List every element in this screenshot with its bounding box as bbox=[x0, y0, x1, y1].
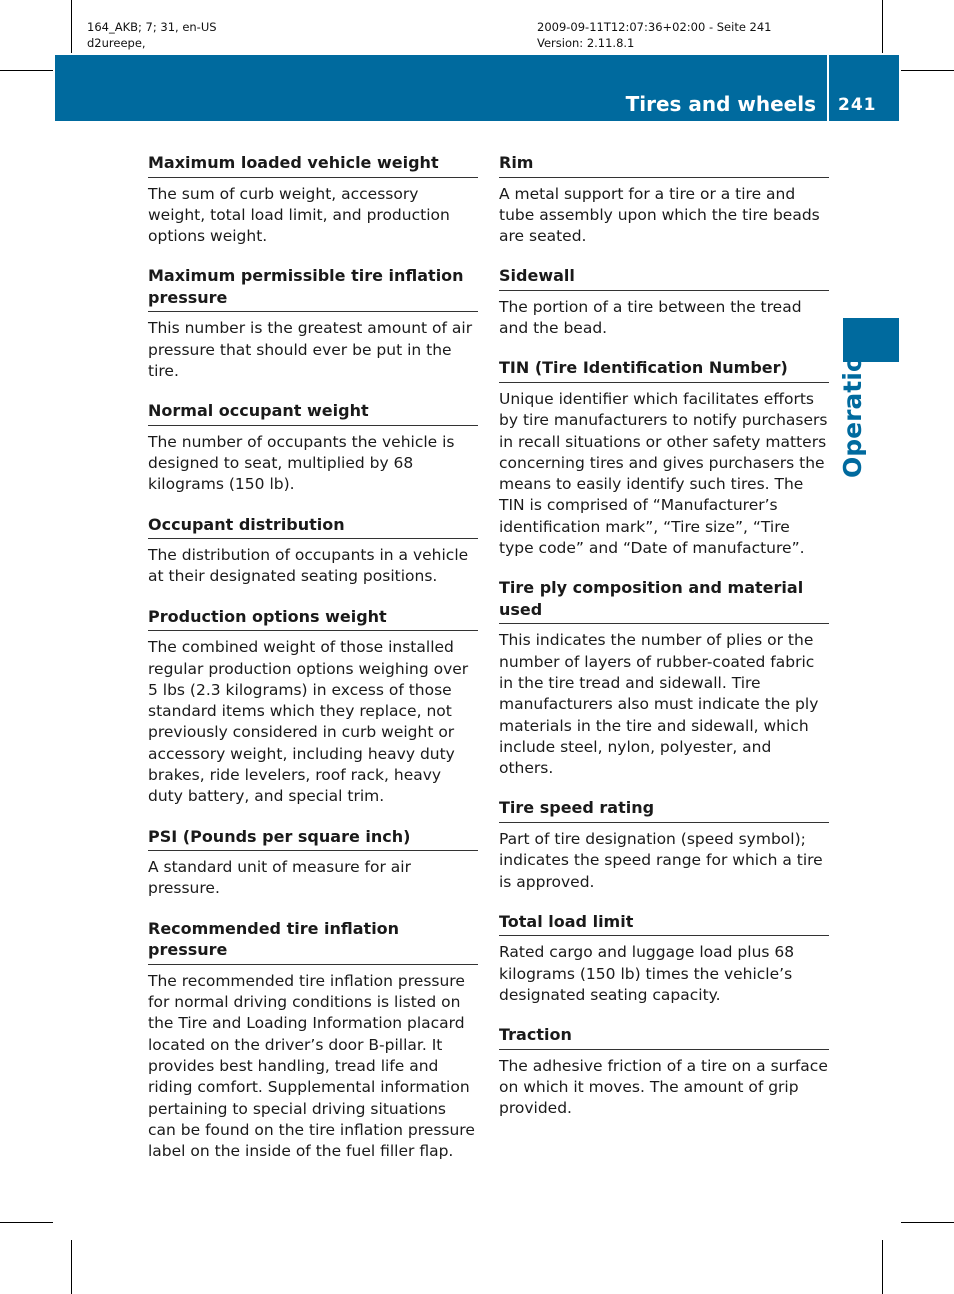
glossary-definition: This indicates the number of plies or the number of layers of rubber-coated fabric in the tire tread and sidewall. Tire manufacturers also must indicate the ply materials in the tire and sidewall, which include steel, nylon, polyester, and others. bbox=[499, 631, 819, 778]
glossary-term: Production options weight bbox=[148, 606, 478, 632]
glossary-entry bbox=[148, 918, 478, 1163]
glossary-term: Normal occupant weight bbox=[148, 400, 478, 426]
glossary-term: Total load limit bbox=[499, 911, 829, 937]
left-column bbox=[148, 152, 478, 1180]
glossary-definition: The combined weight of those installed regular production options weighing over 5 lbs (2.3 kilograms) in excess of those standard items which they replace, not previously considered in curb weight or accessory weight, including heavy duty brakes, ride levelers, roof rack, heavy duty battery, and special trim. bbox=[148, 638, 469, 806]
glossary-entry bbox=[499, 577, 829, 779]
side-tab-label-text: Operation bbox=[838, 337, 867, 478]
crop-mark bbox=[882, 1240, 883, 1294]
glossary-definition: A metal support for a tire or a tire and tube assembly upon which the tire beads are seated. bbox=[499, 184, 820, 246]
glossary-entry bbox=[148, 152, 478, 247]
glossary-term: Tire speed rating bbox=[499, 797, 829, 823]
glossary-definition: Unique identifier which facilitates efforts by tire manufacturers to notify purchasers in recall situations or other safety matters concerning tires and gives purchasers the means to easily identify such tires. The TIN is comprised of “Manufacturer’s identification mark”, “Tire size”, “Tire type code” and “Date of manufacture”. bbox=[499, 389, 828, 558]
crop-mark bbox=[901, 1222, 954, 1223]
glossary-entry bbox=[499, 911, 829, 1006]
glossary-term: Recommended tire inflation pressure bbox=[148, 918, 478, 965]
glossary-term: Tire ply composition and material used bbox=[499, 577, 829, 624]
glossary-definition: The distribution of occupants in a vehicle at their designated seating positions. bbox=[148, 546, 469, 586]
glossary-entry bbox=[148, 265, 478, 382]
crop-mark bbox=[882, 0, 883, 53]
glossary-term: Sidewall bbox=[499, 265, 829, 291]
print-meta-right-line2: Version: 2.11.8.1 bbox=[537, 36, 635, 50]
print-meta-left bbox=[87, 19, 217, 51]
glossary-term: Maximum loaded vehicle weight bbox=[148, 152, 478, 178]
glossary-definition: Part of tire designation (speed symbol); indicates the speed range for which a tire is approved. bbox=[499, 829, 823, 891]
print-meta-right bbox=[537, 19, 772, 51]
glossary-term: Rim bbox=[499, 152, 829, 178]
crop-mark bbox=[71, 1240, 72, 1294]
right-column bbox=[499, 152, 829, 1138]
glossary-definition: The sum of curb weight, accessory weight, total load limit, and production options weight. bbox=[148, 184, 450, 246]
glossary-entry bbox=[148, 514, 478, 588]
print-meta-left-line2: d2ureepe, bbox=[87, 36, 146, 50]
glossary-entry bbox=[499, 1024, 829, 1119]
crop-mark bbox=[0, 70, 53, 71]
page-number: 241 bbox=[838, 95, 877, 115]
glossary-term: Traction bbox=[499, 1024, 829, 1050]
glossary-definition: The recommended tire inflation pressure for normal driving conditions is listed on the Tire and Loading Information placard located on the driver’s door B-pillar. It provides best handling, tread life and riding comfort. Supplemental information pertaining to special driving situations can be found on the tire inflation pressure label on the inside of the fuel filler flap. bbox=[148, 971, 475, 1161]
glossary-term: Maximum permissible tire inflation pressure bbox=[148, 265, 478, 312]
glossary-entry bbox=[499, 357, 829, 559]
glossary-definition: This number is the greatest amount of air pressure that should ever be put in the tire. bbox=[148, 319, 473, 380]
header-divider bbox=[827, 55, 829, 121]
section-title: Tires and wheels bbox=[625, 92, 816, 116]
glossary-entry bbox=[499, 797, 829, 892]
glossary-definition: The number of occupants the vehicle is designed to seat, multiplied by 68 kilograms (150 lb). bbox=[148, 432, 455, 494]
print-meta-right-line1: 2009-09-11T12:07:36+02:00 - Seite 241 bbox=[537, 20, 772, 34]
glossary-entry bbox=[499, 152, 829, 247]
glossary-definition: The adhesive friction of a tire on a surface on which it moves. The amount of grip provided. bbox=[499, 1056, 828, 1118]
glossary-term: PSI (Pounds per square inch) bbox=[148, 826, 478, 852]
glossary-definition: The portion of a tire between the tread and the bead. bbox=[499, 297, 802, 338]
glossary-term: TIN (Tire Identification Number) bbox=[499, 357, 829, 383]
print-meta-left-line1: 164_AKB; 7; 31, en-US bbox=[87, 20, 217, 34]
glossary-definition: Rated cargo and luggage load plus 68 kilograms (150 lb) times the vehicle’s designated seating capacity. bbox=[499, 943, 795, 1004]
glossary-entry bbox=[499, 265, 829, 339]
crop-mark bbox=[0, 1222, 53, 1223]
side-tab-label bbox=[838, 337, 867, 478]
glossary-entry bbox=[148, 826, 478, 900]
crop-mark bbox=[901, 70, 954, 71]
glossary-entry bbox=[148, 606, 478, 808]
glossary-definition: A standard unit of measure for air pressure. bbox=[148, 858, 411, 898]
glossary-entry bbox=[148, 400, 478, 495]
crop-mark bbox=[71, 0, 72, 53]
glossary-term: Occupant distribution bbox=[148, 514, 478, 540]
